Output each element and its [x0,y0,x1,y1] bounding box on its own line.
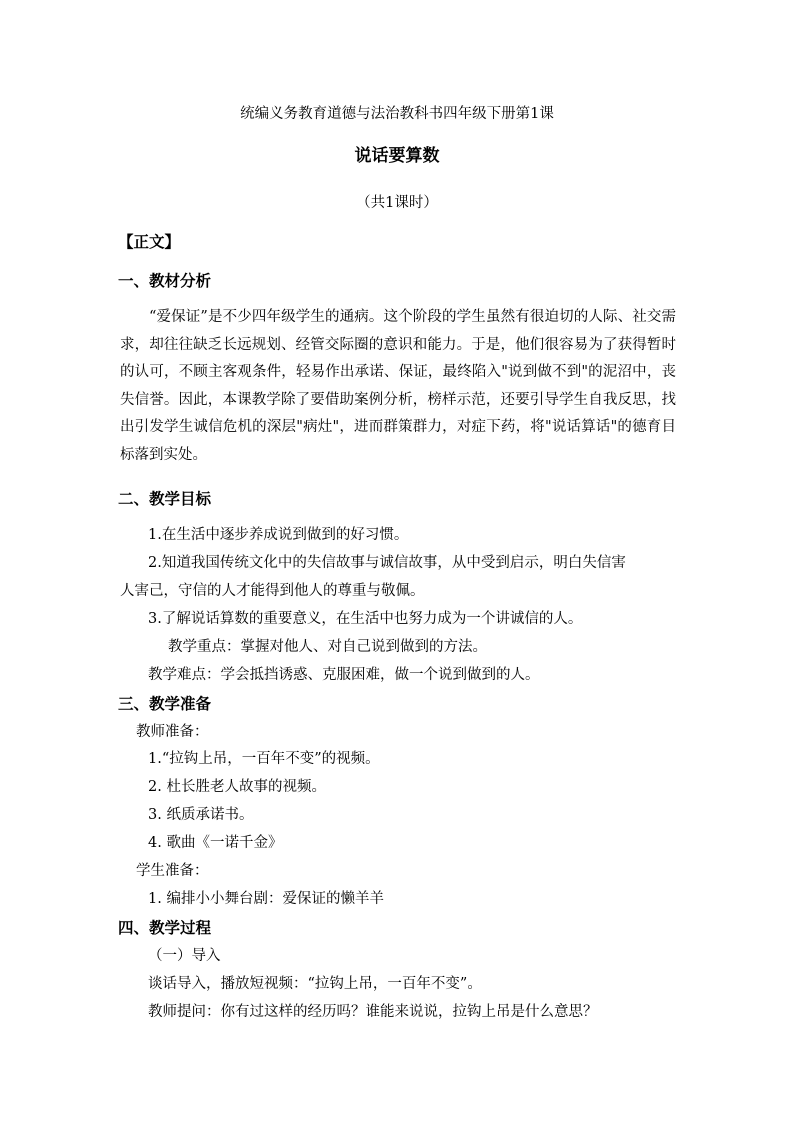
process-intro-line: 谈话导入，播放短视频：“拉钩上吊，一百年不变”。 [148,976,482,992]
lesson-title: 说话要算数 [354,146,440,166]
course-line: 统编义务教育道德与法治教科书四年级下册第1课 [240,106,554,122]
goal-item-3: 3.了解说话算数的重要意义，在生活中也努力成为一个讲诚信的人。 [148,611,583,627]
goal-item-2-line-1: 2.知道我国传统文化中的失信故事与诚信故事，从中受到启示，明白失信害 [148,555,626,571]
teacher-prep-item: 1.“拉钩上吊，一百年不变”的视频。 [148,751,380,767]
student-prep-label: 学生准备： [136,863,209,879]
process-question-line: 教师提问：你有过这样的经历吗？谁能来说说，拉钩上吊是什么意思？ [148,1004,598,1020]
teacher-prep-item: 2. 杜长胜老人故事的视频。 [148,779,326,795]
teaching-key-point: 教学重点：掌握对他人、对自己说到做到的方法。 [168,639,487,655]
teacher-prep-label: 教师准备： [136,724,209,740]
main-text-label: 【正文】 [118,232,181,251]
student-prep-item: 1. 编排小小舞台剧：爱保证的懒羊羊 [148,891,384,907]
goal-item-1: 1.在生活中逐步养成说到做到的好习惯。 [148,527,409,543]
teaching-difficulty: 教学难点：学会抵挡诱惑、克服困难，做一个说到做到的人。 [148,667,540,683]
section-heading-preparation: 三、教学准备 [118,694,212,713]
goal-item-2-line-2: 人害己，守信的人才能得到他人的尊重与敬佩。 [120,583,425,599]
section-heading-process: 四、教学过程 [118,918,212,937]
process-subheading-intro: （一）导入 [148,948,221,964]
teacher-prep-item: 3. 纸质承诺书。 [148,807,254,823]
teacher-prep-item: 4. 歌曲《一诺千金》 [148,835,283,851]
section-heading-analysis: 一、教材分析 [118,271,212,290]
section-heading-goals: 二、教学目标 [118,489,212,508]
analysis-paragraph: “爱保证”是不少四年级学生的通病。这个阶段的学生虽然有很迫切的人际、社交需求，却往往缺乏长远规划、经管交际圈的意识和能力。于是，他们很容易为了获得暂时的认可，不顾主客观条件，轻易作出承诺、保证，最终陷入"说到做不到"的泥沼中，丧失信誉。因此，本课教学除了要借助案例分析，榜样示范，还要引导学生自我反思，找出引发学生诚信危机的深层"病灶"，进而群策群力，对症下药，将"说话算话"的德育目标落到实处。 [120,309,676,463]
lesson-period: （共1课时） [356,195,438,211]
